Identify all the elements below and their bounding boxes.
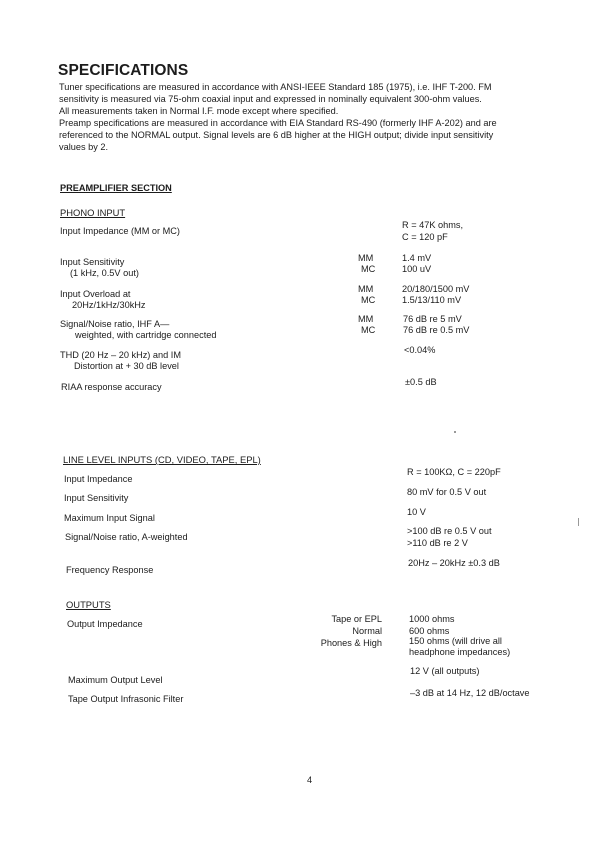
phono-overload-mm-tag: MM (358, 284, 374, 294)
intro-line-5: referenced to the NORMAL output. Signal levels are 6 dB higher at the HIGH output; divide input sensitivity (59, 130, 494, 140)
line-max-signal-label: Maximum Input Signal (64, 513, 155, 523)
page-number: 4 (307, 775, 313, 785)
phono-impedance-value-r: R = 47K ohms, (402, 220, 464, 230)
outputs-impedance-value-3b: headphone impedances) (409, 647, 511, 657)
phono-heading: PHONO INPUT (60, 207, 126, 218)
line-max-signal-value: 10 V (407, 507, 426, 517)
outputs-cond-phones-high: Phones & High (320, 638, 382, 648)
intro-line-4: Preamp specifications are measured in accordance with EIA Standard RS-490 (formerly IHF A-202) and are (59, 118, 497, 128)
outputs-impedance-value-1: 1000 ohms (409, 614, 455, 624)
line-sensitivity-label: Input Sensitivity (64, 493, 129, 503)
line-snr-label: Signal/Noise ratio, A-weighted (65, 532, 188, 542)
intro-line-2: sensitivity is measured via 75-ohm coaxial input and expressed in nominally equivalent 300-ohm values. (59, 94, 482, 104)
outputs-heading: OUTPUTS (66, 599, 111, 610)
phono-sensitivity-label: Input Sensitivity (60, 257, 125, 267)
line-sensitivity-value: 80 mV for 0.5 V out (407, 487, 487, 497)
outputs-cond-normal: Normal (352, 626, 382, 636)
phono-snr-mc-value: 76 dB re 0.5 mV (403, 325, 470, 335)
line-impedance-label: Input Impedance (64, 474, 133, 484)
phono-sensitivity-mm-tag: MM (358, 253, 374, 263)
phono-sensitivity-mc-tag: MC (361, 264, 376, 274)
phono-overload-label: Input Overload at (60, 289, 131, 299)
outputs-max-level-value: 12 V (all outputs) (410, 666, 480, 676)
line-snr-value-2: >110 dB re 2 V (407, 538, 468, 548)
phono-riaa-label: RIAA response accuracy (61, 382, 162, 392)
intro-line-6: values by 2. (59, 142, 109, 152)
outputs-cond-tape-epl: Tape or EPL (331, 614, 382, 624)
line-freq-label: Frequency Response (66, 565, 154, 575)
phono-thd-sublabel: Distortion at + 30 dB level (74, 361, 179, 371)
phono-overload-mc-tag: MC (361, 295, 376, 305)
phono-sensitivity-mm-value: 1.4 mV (402, 253, 432, 263)
phono-snr-mc-tag: MC (361, 325, 376, 335)
line-impedance-value: R = 100KΩ, C = 220pF (407, 467, 501, 477)
phono-snr-mm-tag: MM (358, 314, 374, 324)
line-heading: LINE LEVEL INPUTS (CD, VIDEO, TAPE, EPL) (63, 454, 261, 465)
phono-thd-value: <0.04% (404, 345, 436, 355)
scan-speck (578, 518, 579, 526)
phono-overload-mm-value: 20/180/1500 mV (402, 284, 470, 294)
phono-sensitivity-sublabel: (1 kHz, 0.5V out) (70, 268, 139, 278)
preamp-heading: PREAMPLIFIER SECTION (60, 183, 172, 193)
phono-overload-sublabel: 20Hz/1kHz/30kHz (72, 300, 146, 310)
phono-sensitivity-mc-value: 100 uV (402, 264, 432, 274)
outputs-impedance-value-2: 600 ohms (409, 626, 450, 636)
outputs-infrasonic-label: Tape Output Infrasonic Filter (68, 694, 184, 704)
intro-line-1: Tuner specifications are measured in accordance with ANSI-IEEE Standard 185 (1975), i.e. IHF T-200. FM (59, 82, 492, 92)
phono-snr-mm-value: 76 dB re 5 mV (403, 314, 462, 324)
outputs-impedance-label: Output Impedance (67, 619, 143, 629)
phono-impedance-label: Input Impedance (MM or MC) (60, 226, 180, 236)
phono-thd-label: THD (20 Hz – 20 kHz) and IM (60, 350, 182, 360)
line-freq-value: 20Hz – 20kHz ±0.3 dB (408, 558, 500, 568)
phono-snr-sublabel: weighted, with cartridge connected (75, 330, 217, 340)
outputs-infrasonic-value: –3 dB at 14 Hz, 12 dB/octave (410, 688, 530, 698)
outputs-impedance-value-3: 150 ohms (will drive all (409, 636, 502, 646)
phono-overload-mc-value: 1.5/13/110 mV (402, 295, 462, 305)
page-title: SPECIFICATIONS (58, 62, 189, 79)
phono-riaa-value: ±0.5 dB (405, 377, 437, 387)
line-snr-value-1: >100 dB re 0.5 V out (407, 526, 492, 536)
intro-line-3: All measurements taken in Normal I.F. mode except where specified. (59, 106, 339, 116)
scan-speck (454, 431, 456, 433)
outputs-max-level-label: Maximum Output Level (68, 675, 163, 685)
phono-snr-label: Signal/Noise ratio, IHF A— (60, 319, 170, 329)
phono-impedance-value-c: C = 120 pF (402, 232, 448, 242)
